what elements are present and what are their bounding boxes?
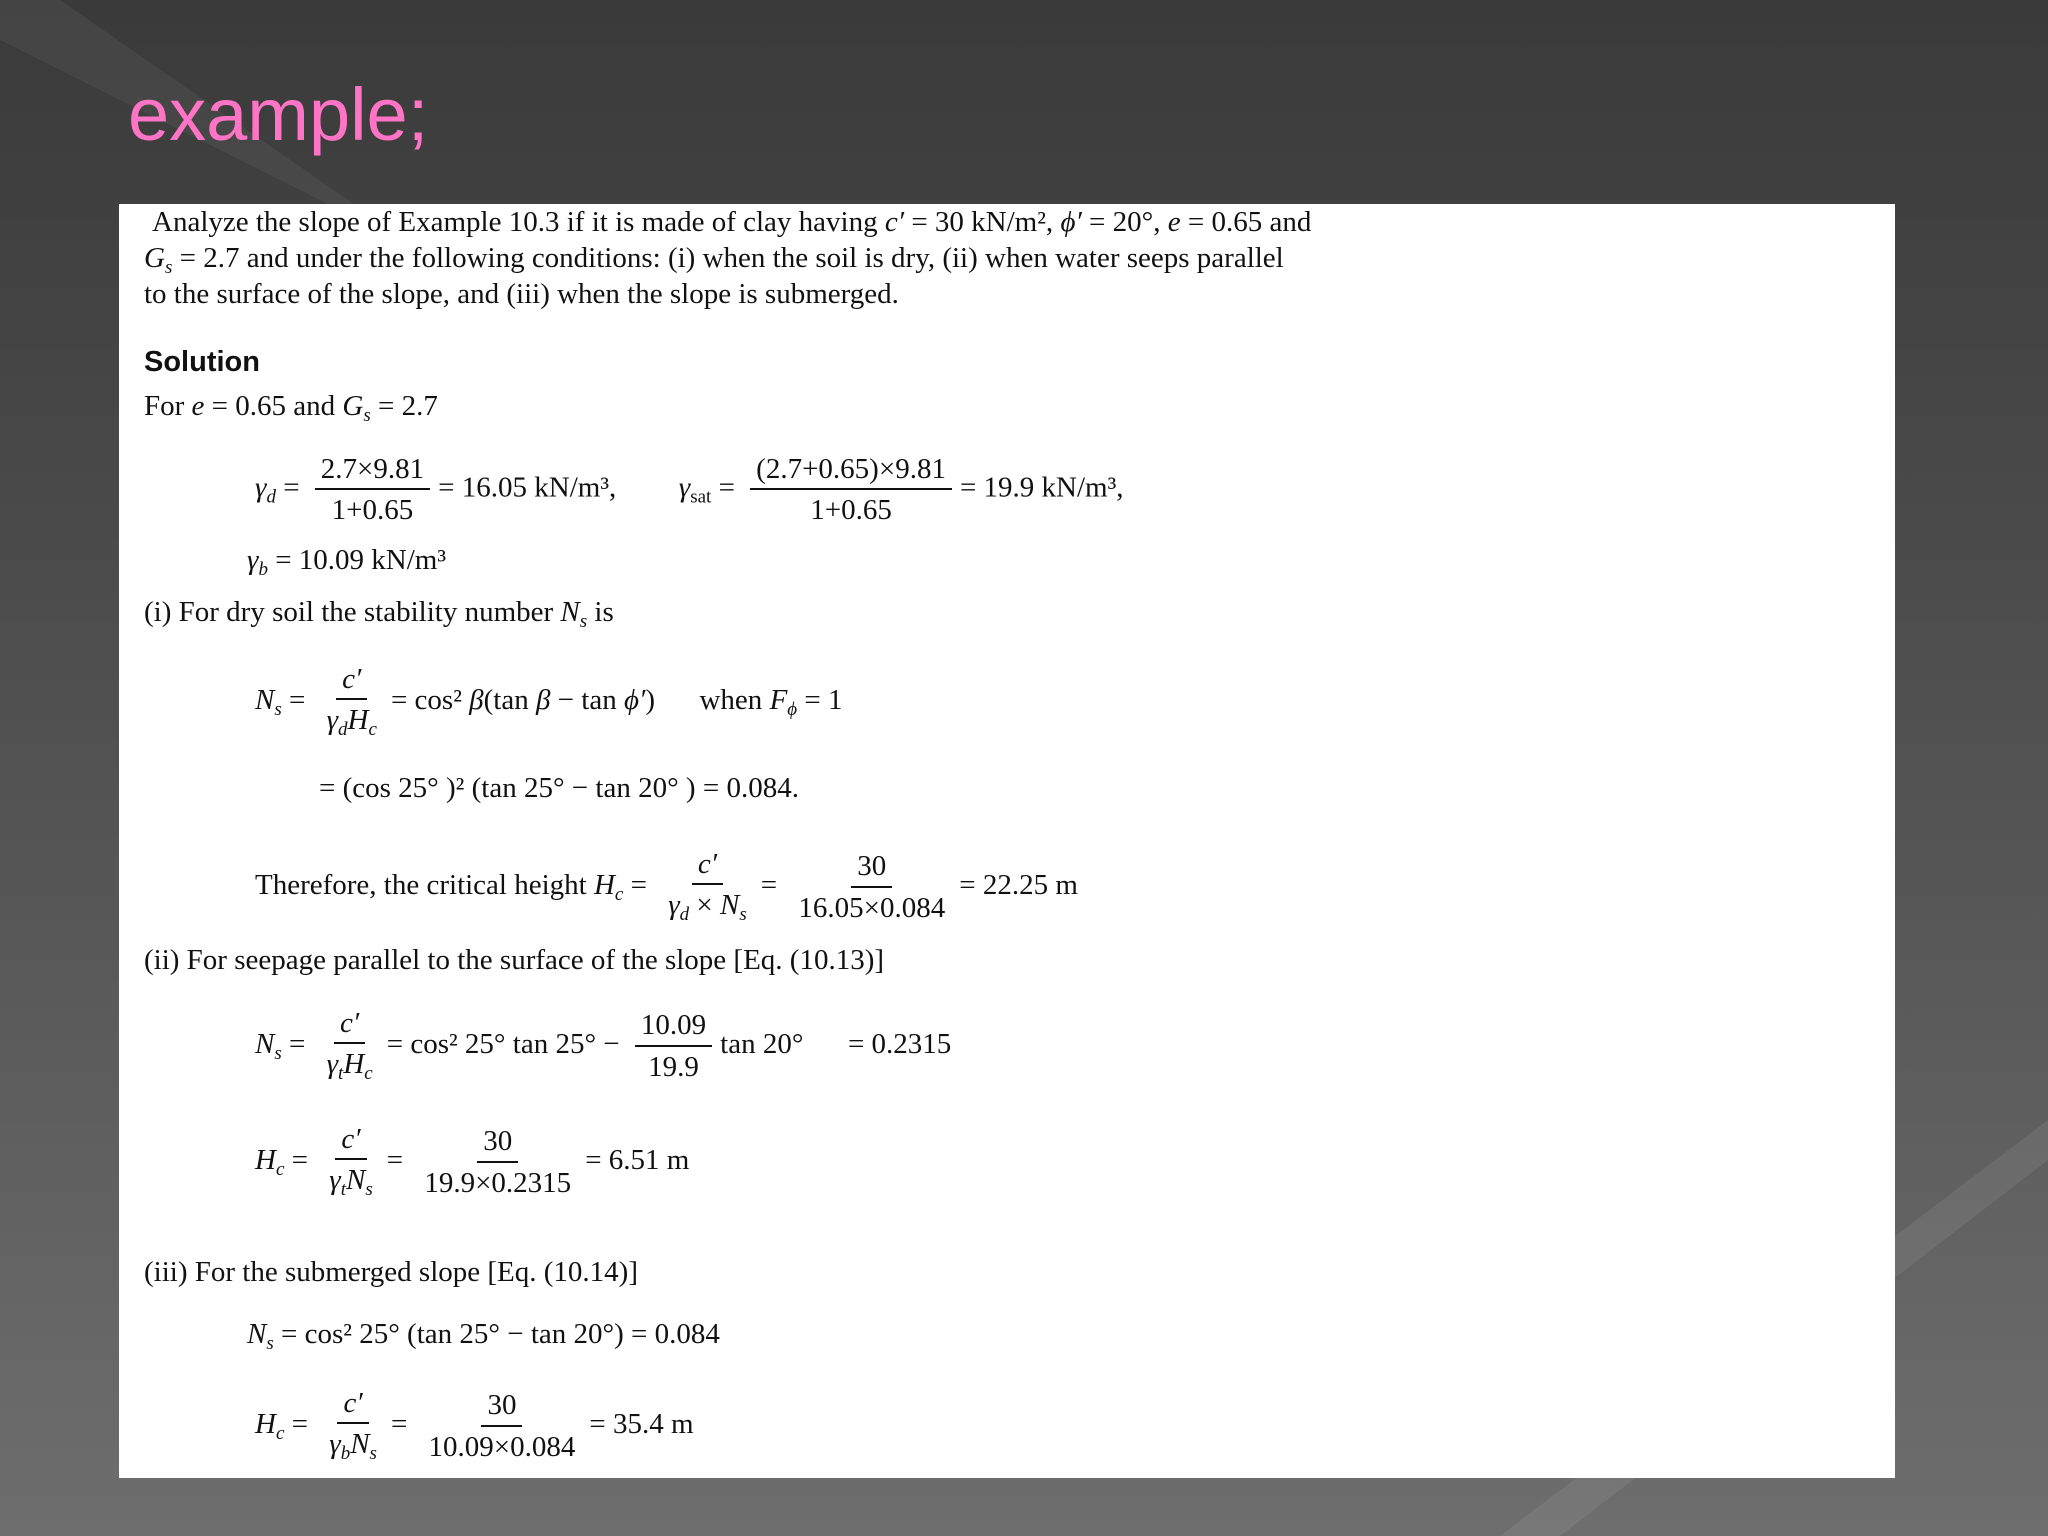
unit-weight-equations: $\gamma_d$ = $\frac{2.7\times 9.81}{1+0.65}$ = 16.05 kN/m³, $\gamma_{sat}$ = $\frac{(2.7+0.65)\times 9.81}{1+0.65}$ = 19.9 kN/m³, (255, 453, 1124, 527)
part1-heading: (i) For dry soil the stability number $N_s$ is (144, 596, 614, 632)
part3-hc-fraction-1: $\frac{c'}{\gamma_bN_s}$ (329, 1387, 377, 1465)
gamma-b: $\gamma_b = 10.09$ kN/m³ (247, 544, 447, 580)
gamma-d-fraction: $\frac{2.7\times 9.81}{1+0.65}$ (315, 454, 430, 526)
slide-title: example; (128, 73, 429, 156)
problem-line-3: to the surface of the slope, and (iii) when the slope is submerged. (144, 278, 899, 310)
part2-ns-equation: $N_s$ = $\frac{c'}{\gamma_tH_c}$ = cos² 25° tan 25° − $\frac{10.09}{19.9}$ tan 20° = 0.2315 (255, 1007, 952, 1085)
part3-heading: (iii) For the submerged slope [Eq. (10.14)] (144, 1256, 638, 1288)
part1-ns-equation: $N_s$ = $\frac{c'}{\gamma_dH_c}$ = cos² β(tan β − tan ϕ′) when $F_\phi = 1$ (255, 663, 843, 741)
gamma-sat-fraction: $\frac{(2.7+0.65)\times 9.81}{1+0.65}$ (750, 454, 952, 526)
problem-line-2: $G_s = 2.7$ and under the following conditions: (i) when the soil is dry, (ii) when water seeps parallel (144, 242, 1284, 278)
part2-hc-fraction-2: $\frac{30}{19.9\times 0.2315}$ (424, 1125, 572, 1199)
part2-hc-result: = 6.51 m (585, 1143, 690, 1176)
part2-ns-result: = 0.2315 (847, 1027, 952, 1060)
part3-hc-equation: $H_c$ = $\frac{c'}{\gamma_bN_s}$ = $\frac{30}{10.09\times 0.084}$ = 35.4 m (255, 1387, 694, 1465)
part1-hc-result: = 22.25 m (959, 868, 1078, 901)
part1-ns-value: = (cos 25° )² (tan 25° − tan 20° ) = 0.084. (319, 772, 799, 804)
part3-hc-result: = 35.4 m (589, 1407, 694, 1440)
part2-heading: (ii) For seepage parallel to the surface of the slope [Eq. (10.13)] (144, 944, 885, 976)
part2-ratio-fraction: $\frac{10.09}{19.9}$ (635, 1010, 712, 1082)
part3-hc-fraction-2: $\frac{30}{10.09\times 0.084}$ (428, 1389, 576, 1463)
part3-ns-equation: $N_s = \cos^2$ 25° (tan 25° − tan 20°) = 0.084 (247, 1318, 720, 1354)
part2-hc-equation: $H_c$ = $\frac{c'}{\gamma_tN_s}$ = $\frac{30}{19.9\times 0.2315}$ = 6.51 m (255, 1123, 690, 1201)
gamma-sat-result: = 19.9 kN/m³, (959, 471, 1124, 504)
given-values: For e = 0.65 and $G_s = 2.7$ (144, 390, 438, 426)
part1-critical-height: Therefore, the critical height $H_c$ = $\frac{c'}{\gamma_d \times N_s}$ = $\frac{30}{16.05\times 0.084}$ = 22.25 m (255, 848, 1078, 926)
problem-line-1: Analyze the slope of Example 10.3 if it is made of clay having c′ = 30 kN/m², ϕ′ = 20°, e = 0.65 and (152, 206, 1312, 238)
part2-hc-fraction-1: $\frac{c'}{\gamma_tN_s}$ (329, 1123, 373, 1201)
part2-ns-fraction: $\frac{c'}{\gamma_tH_c}$ (326, 1007, 373, 1085)
solution-heading: Solution (144, 346, 260, 378)
part1-hc-fraction-2: $\frac{30}{16.05\times 0.084}$ (798, 850, 946, 924)
document-page (119, 204, 1895, 1478)
part1-hc-fraction-1: $\frac{c'}{\gamma_d \times N_s}$ (668, 848, 747, 926)
part1-ns-fraction: $\frac{c'}{\gamma_dH_c}$ (326, 663, 377, 741)
gamma-d-result: = 16.05 kN/m³, (438, 471, 617, 504)
